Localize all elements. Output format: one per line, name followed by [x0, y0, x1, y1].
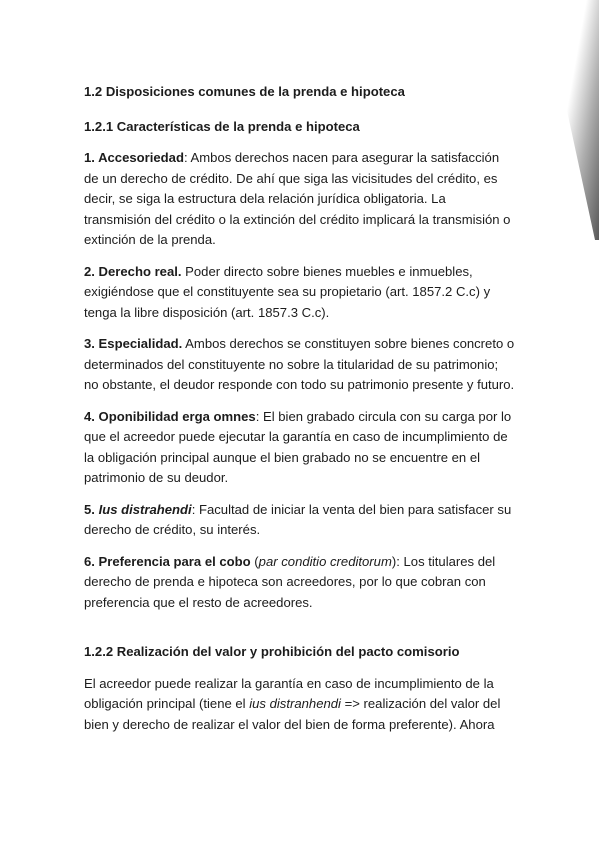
characteristic-item-derecho-real [84, 262, 516, 324]
item-text: El bien grabado circula con su carga por lo que el acreedor puede ejecutar la garantía en caso de incumplimiento de la obligación principal aunque el bien grabado no se encuentre en el patrimonio de su deudor. [84, 408, 512, 485]
section-spacer [84, 624, 516, 642]
item-paren-close: ): [391, 553, 404, 569]
item-latin-term: par conditio creditorum [258, 553, 392, 569]
item-text: Facultad de iniciar la venta del bien para satisfacer su derecho de crédito, su interés. [84, 501, 512, 537]
item-text: Poder directo sobre bienes muebles e inmuebles, exigiéndose que el constituyente sea su propietario (art. 1857.2 C.c) y tenga la libre disposición (art. 1857.3 C.c). [84, 263, 491, 320]
characteristic-item-accesoriedad [84, 148, 516, 251]
item-term: 3. Especialidad. [84, 336, 183, 351]
paragraph-text-end: => realización del valor del bien y derecho de realizar el valor del bien de forma preferente). Ahora [84, 696, 501, 732]
item-term-number: 5. [84, 501, 95, 517]
subsection-heading-realizacion: 1.2.2 Realización del valor y prohibición del pacto comisorio [84, 644, 460, 659]
characteristic-item-oponibilidad [84, 407, 516, 489]
item-term: 6. Preferencia para el cobo [84, 553, 251, 569]
section-heading: 1.2 Disposiciones comunes de la prenda e hipoteca [84, 84, 405, 99]
item-term [84, 502, 192, 517]
paragraph-text-start: El acreedor puede realizar la garantía en caso de incumplimiento de la obligación principal (tiene el [84, 675, 494, 711]
item-term-italic: Ius distrahendi [98, 501, 192, 517]
item-paren-open: ( [250, 553, 259, 569]
item-text: Ambos derechos se constituyen sobre bienes concreto o determinados del constituyente no sobre la titularidad de su patrimonio; no obstante, el deudor responde con todo su patrimonio presente y futuro. [84, 336, 515, 392]
item-term: 2. Derecho real. [84, 263, 182, 279]
paragraph-latin-term: ius distranhendi [249, 696, 341, 711]
item-separator: : [191, 501, 199, 517]
item-text: Los titulares del derecho de prenda e hipoteca son acreedores, por lo que cobran con preferencia que el resto de acreedores. [84, 553, 496, 610]
characteristic-item-especialidad [84, 334, 516, 396]
item-separator: : [183, 150, 191, 165]
document-body [84, 82, 516, 746]
characteristic-item-preferencia [84, 552, 516, 614]
item-text: Ambos derechos nacen para asegurar la satisfacción de un derecho de crédito. De ahí que siga las vicisitudes del crédito, es decir, se siga la estructura dela relación jurídica obligatoria. La transmisión del crédito o la extinción del crédito implicará la transmisión o extinción de la prenda. [84, 150, 511, 247]
item-term: 1. Accesoriedad [84, 150, 184, 165]
item-separator: : [255, 408, 263, 424]
subsection-heading-characteristics: 1.2.1 Características de la prenda e hipoteca [84, 118, 360, 134]
realizacion-paragraph [84, 674, 516, 736]
item-term: 4. Oponibilidad erga omnes [84, 408, 256, 424]
characteristic-item-ius-distrahendi [84, 500, 516, 541]
page-corner-shadow [519, 0, 599, 240]
